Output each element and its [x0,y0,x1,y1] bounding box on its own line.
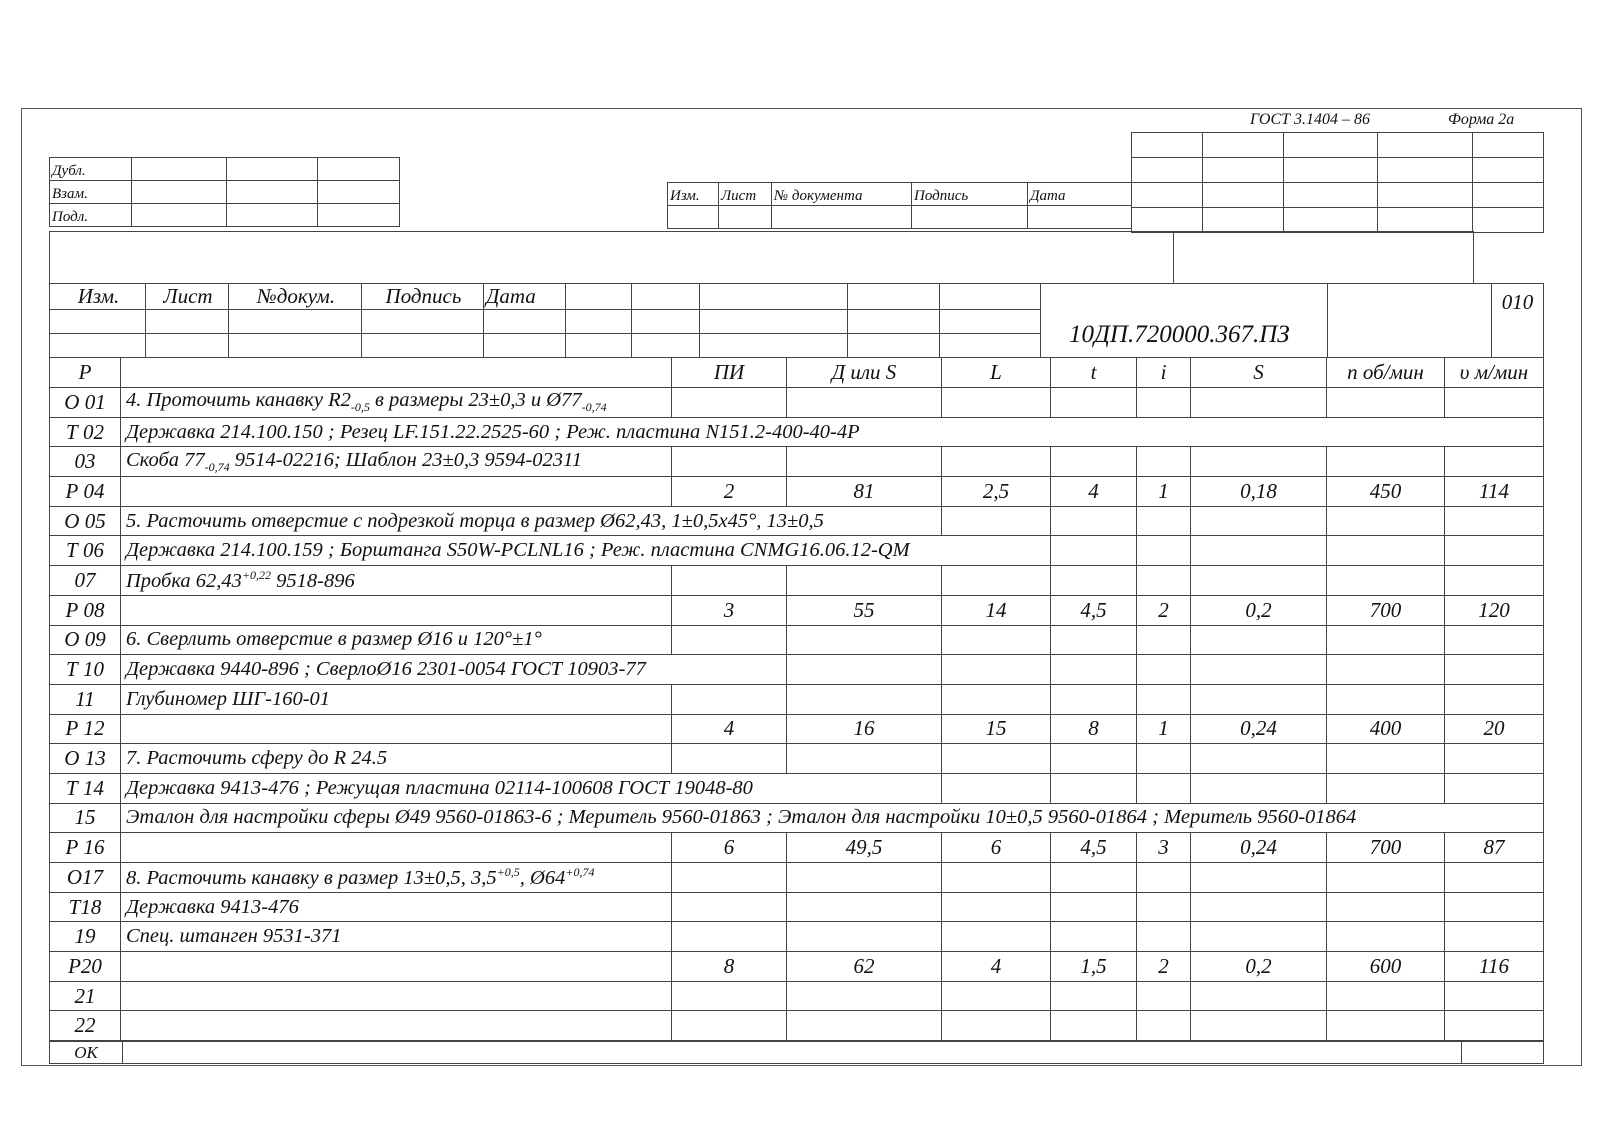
row-code: Р 04 [50,477,121,507]
row-value: 14 [942,595,1051,625]
row-description [121,773,942,803]
row-value [942,1011,1051,1041]
row-value: 62 [787,952,942,982]
ok-row [49,1041,1544,1064]
description-text: Державка 214.100.159 ; Борштанга S50W-PCLNL16 ; Реж. пластина CNMG16.06.12-QM [126,539,910,562]
row-code: О 13 [50,744,121,774]
col-i: i [1137,358,1191,388]
col-p: Р [50,358,121,388]
row-value [1191,981,1327,1011]
tolerance: -0,74 [581,400,607,415]
row-value [1137,1011,1191,1041]
ok-label: ОК [50,1042,123,1064]
tolerance: -0,74 [204,459,230,474]
row-code: О 09 [50,625,121,655]
operations-table [49,357,1544,1041]
row-description [121,506,942,536]
description-text: 6. Сверлить отверстие в размер Ø16 и 120°±1° [126,628,542,651]
mid-date: Дата [1028,183,1132,206]
sheet-number: 010 [1492,284,1544,358]
table-row [50,744,1544,774]
row-value [672,981,787,1011]
row-code: 19 [50,922,121,952]
row-code: 03 [50,447,121,477]
row-value [942,981,1051,1011]
description-text: Эталон для настройки сферы Ø49 9560-01863-6 ; Меритель 9560-01863 ; Эталон для настройки 10±0,5 9560-01864 ; Меритель 9560-01864 [126,806,1357,829]
mid-stamp [667,182,1132,229]
row-value [672,1011,787,1041]
empty-box [49,231,1474,284]
description-text: Державка 214.100.150 ; Резец LF.151.22.2525-60 ; Реж. пластина N151.2-400-40-4Р [126,420,860,443]
table-row [50,981,1544,1011]
row-value [1327,981,1445,1011]
description-text: , Ø64 [519,866,566,889]
stamp-dubl: Дубл. [50,158,132,181]
row-code: 11 [50,684,121,714]
col-d: Д или S [787,358,942,388]
row-value [1051,1011,1137,1041]
table-row [50,1011,1544,1041]
doc-number: 10ДП.720000.367.ПЗ [1041,284,1328,358]
table-row [50,506,1544,536]
table-row [50,714,1544,744]
tolerance: +0,74 [565,864,595,879]
table-row [50,536,1544,566]
mid-sign: Подпись [912,183,1028,206]
row-value: 0,24 [1191,833,1327,863]
row-value: 6 [672,833,787,863]
row-code: Р20 [50,952,121,982]
row-description [121,803,1544,833]
table-row [50,388,1544,418]
row-value: 15 [942,714,1051,744]
row-value [787,1011,942,1041]
row-code: О17 [50,863,121,893]
description-text: 9514-02216; Шаблон 23±0,3 9594-02311 [229,448,583,471]
description-text: 4. Проточить канавку R2 [126,389,351,412]
row-value: 81 [787,477,942,507]
row-value [1327,1011,1445,1041]
row-code: О 05 [50,506,121,536]
row-value: 600 [1327,952,1445,982]
rev-sign: Подпись [362,284,484,310]
table-row [50,803,1544,833]
row-description [121,388,672,418]
row-value: 6 [942,833,1051,863]
description-text: 5. Расточить отверстие с подрезкой торца в размер Ø62,43, 1±0,5х45°, 13±0,5 [126,509,824,532]
table-row [50,447,1544,477]
mid-doc: № документа [772,183,912,206]
row-value: 2 [1137,595,1191,625]
row-code: Т 06 [50,536,121,566]
description-text: в размеры 23±0,3 и Ø77 [369,389,582,412]
stamp-vzam: Взам. [50,181,132,204]
row-code: 21 [50,981,121,1011]
table-row [50,833,1544,863]
row-code: Р 08 [50,595,121,625]
row-value: 4 [942,952,1051,982]
row-value: 0,24 [1191,714,1327,744]
tolerance: +0,5 [496,864,520,879]
row-value: 20 [1445,714,1544,744]
row-value: 4 [672,714,787,744]
row-value: 4,5 [1051,595,1137,625]
rev-doc: №докум. [229,284,362,310]
row-value: 4,5 [1051,833,1137,863]
row-value: 700 [1327,833,1445,863]
table-row [50,922,1544,952]
row-value: 3 [1137,833,1191,863]
row-value: 116 [1445,952,1544,982]
table-row [50,684,1544,714]
description-text: 9518-896 [271,569,355,592]
table-row [50,655,1544,685]
row-code: Т 10 [50,655,121,685]
description-text: 8. Расточить канавку в размер 13±0,5, 3,5 [126,866,497,889]
row-value: 8 [672,952,787,982]
row-code: Т 02 [50,417,121,447]
form-label: Форма 2а [1448,111,1515,128]
table-row [50,892,1544,922]
mid-list: Лист [719,183,772,206]
rev-list: Лист [146,284,229,310]
col-s: S [1191,358,1327,388]
row-value [1137,981,1191,1011]
row-description [121,892,672,922]
row-description [121,447,672,477]
row-code: Т18 [50,892,121,922]
row-code: Р 12 [50,714,121,744]
row-description [121,417,1544,447]
row-value [1445,1011,1544,1041]
operation-rows [50,388,1544,1041]
left-stamp [49,157,400,227]
col-t: t [1051,358,1137,388]
row-value: 16 [787,714,942,744]
mid-izm: Изм. [668,183,719,206]
row-value: 0,2 [1191,595,1327,625]
row-code: Т 14 [50,773,121,803]
row-value: 2,5 [942,477,1051,507]
row-value [787,981,942,1011]
row-value: 2 [672,477,787,507]
table-row [50,773,1544,803]
row-code: 15 [50,803,121,833]
description-text: 7. Расточить сферу до R 24.5 [126,747,388,770]
row-code: 22 [50,1011,121,1041]
table-row [50,477,1544,507]
description-text: Державка 9440-896 ; СверлоØ16 2301-0054 ГОСТ 10903-77 [126,658,646,681]
description-text: Пробка 62,43 [126,569,242,592]
row-value: 3 [672,595,787,625]
stamp-podl: Подл. [50,204,132,227]
row-value: 0,2 [1191,952,1327,982]
description-text: Державка 9413-476 [126,895,299,918]
table-row [50,595,1544,625]
row-value: 450 [1327,477,1445,507]
row-value: 400 [1327,714,1445,744]
table-row [50,417,1544,447]
revision-block [49,283,1041,358]
row-code: О 01 [50,388,121,418]
row-value: 700 [1327,595,1445,625]
rev-date: Дата [484,284,566,310]
row-value: 87 [1445,833,1544,863]
table-row [50,863,1544,893]
top-right-grid [1131,132,1544,233]
row-description [121,655,787,685]
row-value: 114 [1445,477,1544,507]
row-value: 120 [1445,595,1544,625]
row-value: 0,18 [1191,477,1327,507]
table-row [50,625,1544,655]
table-row [50,566,1544,596]
row-description [121,744,672,774]
row-description [121,863,672,893]
description-text: Глубиномер ШГ-160-01 [126,687,331,710]
row-value: 1,5 [1051,952,1137,982]
row-value: 1 [1137,477,1191,507]
standard-label: ГОСТ 3.1404 – 86 [1250,111,1371,128]
description-text: Скоба 77 [126,448,205,471]
row-value [1191,1011,1327,1041]
description-text: Державка 9413-476 ; Режущая пластина 02114-100608 ГОСТ 19048-80 [126,776,753,799]
tolerance: -0,5 [350,400,370,415]
row-value: 1 [1137,714,1191,744]
row-value: 55 [787,595,942,625]
row-code: Р 16 [50,833,121,863]
row-value: 8 [1051,714,1137,744]
col-v: υ м/мин [1445,358,1544,388]
row-description [121,566,672,596]
doc-number-block [1040,283,1544,358]
col-n: n об/мин [1327,358,1445,388]
table-row [50,952,1544,982]
row-description [121,625,672,655]
col-l: L [942,358,1051,388]
col-pi: ПИ [672,358,787,388]
row-value: 2 [1137,952,1191,982]
row-value [1445,981,1544,1011]
row-description [121,684,672,714]
row-value [1051,981,1137,1011]
description-text: Спец. штанген 9531-371 [126,925,342,948]
tolerance: +0,22 [241,568,272,583]
rev-izm: Изм. [50,284,146,310]
row-description [121,922,672,952]
row-description [121,536,1051,566]
row-value: 49,5 [787,833,942,863]
row-code: 07 [50,566,121,596]
row-value: 4 [1051,477,1137,507]
